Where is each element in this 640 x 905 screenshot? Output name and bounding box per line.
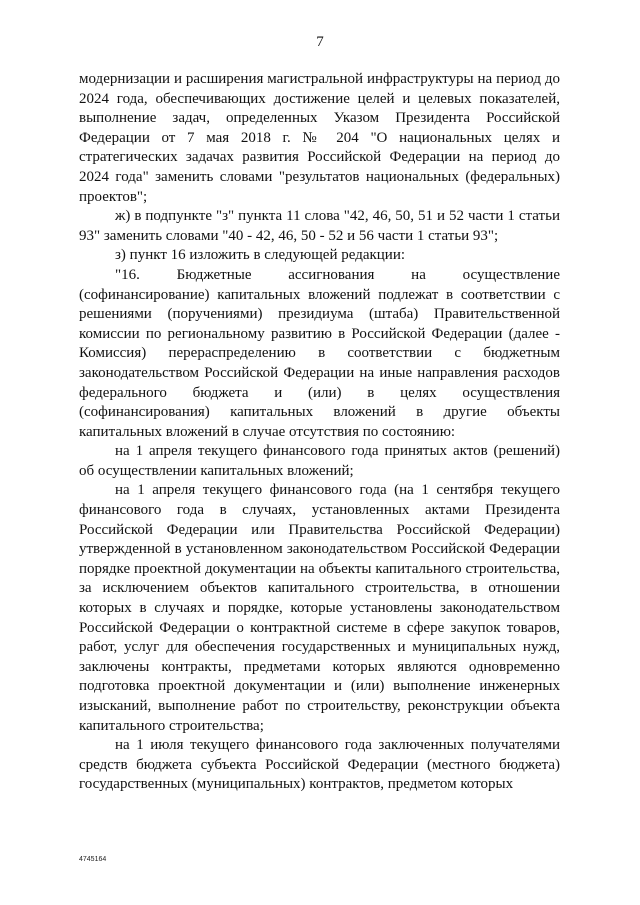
paragraph-july-contracts: на 1 июля текущего финансового года заключенных получателями средств бюджета субъекта Российской Федерации (местного бюджета) государственных (муниципальных) контрактов, предметом которых <box>79 737 560 793</box>
page-number: 7 <box>316 34 324 50</box>
paragraph-point-16: "16. Бюджетные ассигнования на осуществление (софинансирование) капитальных вложений подлежат в соответствии с решениями (поручениями) президиума (штаба) Правительственной комиссии по региональному развитию в Российской Федерации (далее - Комиссия) перераспределению в соответствии с бюджетным законодательством Российской Федерации на иные направления расходов федерального бюджета и (или) в целях осуществления (софинансирования) капитальных вложений в другие объекты капитальных вложений в случае отсутствия по состоянию: <box>79 266 560 440</box>
document-body <box>79 70 560 795</box>
paragraph-april-acts: на 1 апреля текущего финансового года принятых актов (решений) об осуществлении капитальных вложений; <box>79 443 560 479</box>
paragraph-item-zh: ж) в подпункте "з" пункта 11 слова "42, 46, 50, 51 и 52 части 1 статьи 93" заменить словами "40 - 42, 46, 50 - 52 и 56 части 1 статьи 93"; <box>79 208 560 244</box>
paragraph-item-z: з) пункт 16 изложить в следующей редакции: <box>115 247 406 264</box>
document-code: 4745164 <box>79 856 107 863</box>
paragraph-april-documentation: на 1 апреля текущего финансового года (на 1 сентября текущего финансового года в случаях, установленных актами Президента Российской Федерации или Правительства Российской Федерации) утвержденной в установленном законодательством Российской Федерации порядке проектной документации на объекты капитального строительства, за исключением объектов капитального строительства, в отношении которых в случаях и порядке, которые установлены законодательством Российской Федерации о контрактной системе в сфере закупок товаров, работ, услуг для обеспечения государственных и муниципальных нужд, заключены контракты, предметами которых являются одновременно подготовка проектной документации и (или) выполнение инженерных изысканий, выполнение работ по строительству, реконструкции объекта капитального строительства; <box>79 482 560 734</box>
paragraph-continuation: модернизации и расширения магистральной инфраструктуры на период до 2024 года, обеспечивающих достижение целей и целевых показателей, выполнение задач, определенных Указом Президента Российской Федерации от 7 мая 2018 г. № 204 "О национальных целях и стратегических задачах развития Российской Федерации на период до 2024 года" заменить словами "результатов национальных (федеральных) проектов"; <box>79 71 560 205</box>
